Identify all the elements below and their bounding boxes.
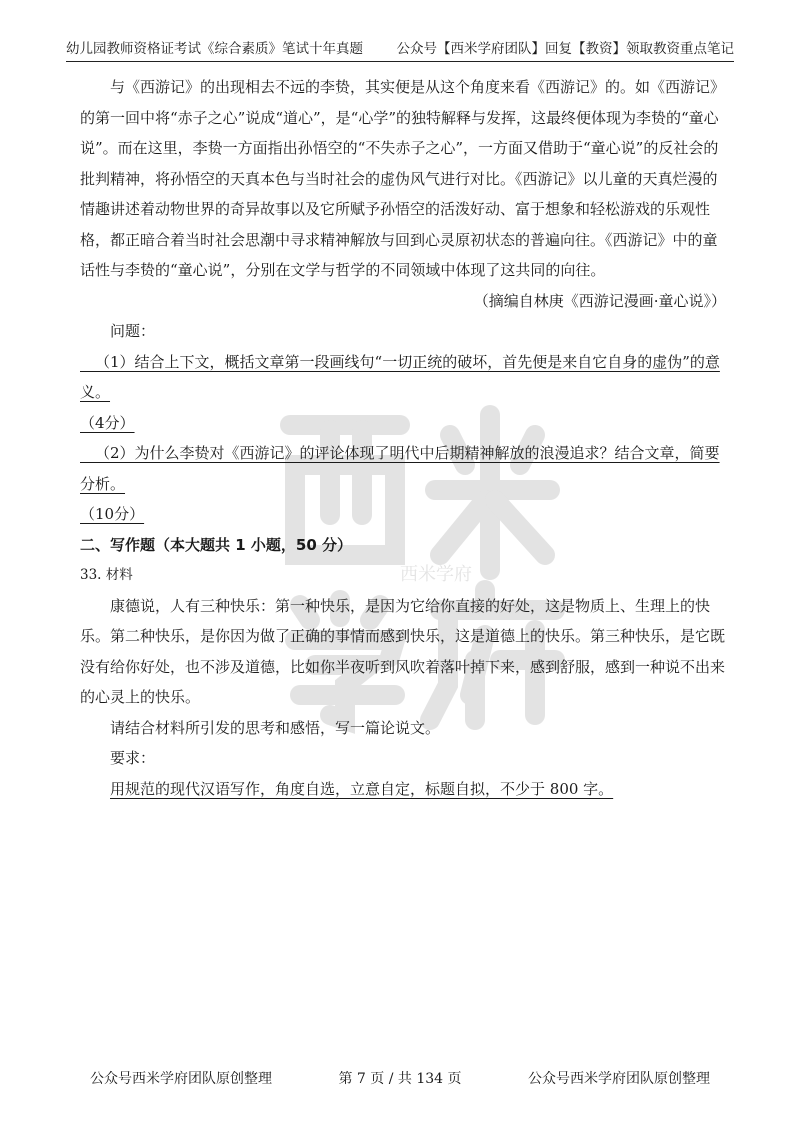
- question-1-score: （4分）: [80, 413, 135, 432]
- section-title: 二、写作题（本大题共 1 小题，50 分）: [80, 535, 352, 554]
- writing-item-number: 33. 材料: [80, 567, 133, 583]
- page-content: [80, 72, 730, 804]
- page-number: 第 7 页 / 共 134 页: [338, 1071, 462, 1087]
- writing-instruction: 请结合材料所引发的思考和感悟，写一篇论说文。: [110, 718, 441, 737]
- passage-citation: （摘编自林庚《西游记漫画·童心说》）: [473, 291, 726, 310]
- questions-label: 问题：: [110, 322, 156, 340]
- question-1-text: [80, 353, 720, 402]
- question-2-score: （10分）: [80, 505, 145, 523]
- question-2: [80, 438, 730, 499]
- watermark-text: 西米学府: [400, 564, 472, 585]
- writing-material: 康德说，人有三种快乐：第一种快乐，是因为它给你直接的好处，这是物质上、生理上的快乐。第二种快乐，是你因为做了正确的事情而感到快乐，这是道德上的快乐。第三种快乐，是它既没有给你好处，也不涉及道德，比如你半夜听到风吹着落叶掉下来，感到舒服，感到一种说不出来的心灵上的快乐。: [80, 596, 726, 706]
- requirement-label: 要求：: [110, 749, 156, 767]
- page-header: [66, 36, 734, 62]
- requirement-line: [80, 774, 730, 805]
- requirement-text: 用规范的现代汉语写作，角度自选，立意自定，标题自拟，不少于 800 字。: [110, 779, 614, 798]
- question-2-body: （2）为什么李贽对《西游记》的评论体现了明代中后期精神解放的浪漫追求？结合文章，简要分析。: [80, 444, 720, 493]
- header-right-text: 公众号【西米学府团队】回复【教资】领取教资重点笔记: [396, 41, 734, 57]
- question-1-body: （1）结合上下文，概括文章第一段画线句“一切正统的破坏，首先便是来自它自身的虚伪”的意义。: [80, 352, 720, 401]
- question-1-score-line: [80, 408, 730, 439]
- passage-paragraph: 与《西游记》的出现相去不远的李贽，其实便是从这个角度来看《西游记》的。如《西游记》的第一回中将“赤子之心”说成“道心”，是“心学”的独特解释与发挥，这最终便体现为李贽的“童心说”。而在这里，李贽一方面指出孙悟空的“不失赤子之心”，一方面又借助于“童心说”的反社会的批判精神，将孙悟空的天真本色与当时社会的虚伪风气进行对比。《西游记》以儿童的天真烂漫的情趣讲述着动物世界的奇异故事以及它所赋予孙悟空的活泼好动、富于想象和轻松游戏的乐观性格，都正暗合着当时社会思潮中寻求精神解放与回到心灵原初状态的普遍向往。《西游记》中的童话性与李贽的“童心说”，分别在文学与哲学的不同领域中体现了这共同的向往。: [80, 78, 726, 279]
- footer-left-text: 公众号西米学府团队原创整理: [90, 1071, 272, 1087]
- page-footer: [90, 1068, 710, 1088]
- header-left-text: 幼儿园教师资格证考试《综合素质》笔试十年真题: [66, 41, 363, 57]
- question-2-score-line: [80, 499, 730, 530]
- footer-right-text: 公众号西米学府团队原创整理: [527, 1071, 710, 1087]
- question-1: [80, 347, 730, 408]
- question-2-text: [80, 444, 720, 493]
